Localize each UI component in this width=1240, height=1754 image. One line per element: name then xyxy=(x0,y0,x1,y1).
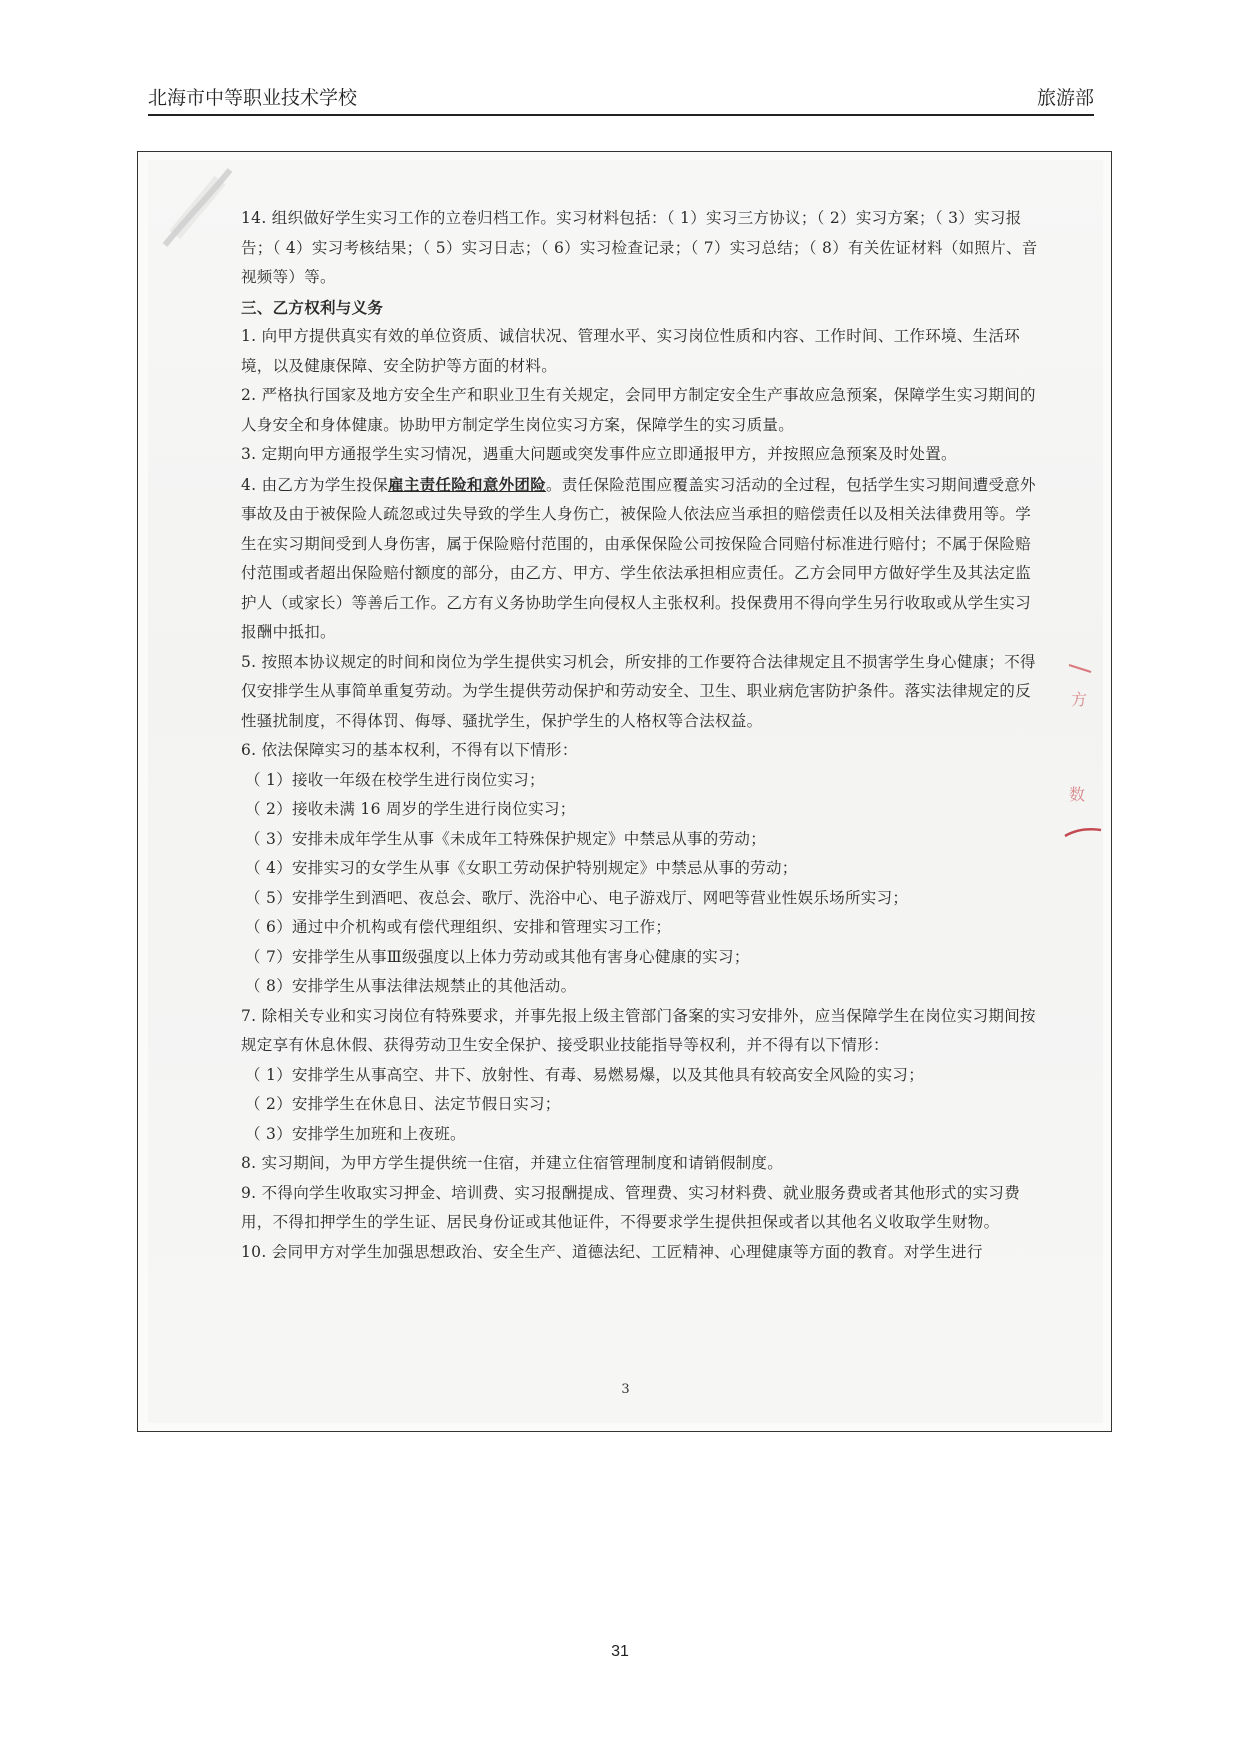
paragraph-10: 10. 会同甲方对学生加强思想政治、安全生产、道德法纪、工匠精神、心理健康等方面的教育。对学生进行 xyxy=(241,1242,983,1261)
paragraph-4-prefix: 4. 由乙方为学生投保 xyxy=(241,475,389,494)
paragraph-4-suffix: 。责任保险范围应覆盖实习活动的全过程，包括学生实习期间遭受意外事故及由于被保险人疏忽或过失导致的学生人身伤亡，被保险人依法应当承担的赔偿责任以及相关法律费用等。学生在实习期间受到人身伤害，属于保险赔付范围的，由承保保险公司按保险合同赔付标准进行赔付；不属于保险赔付范围或者超出保险赔付额度的部分，由乙方、甲方、学生依法承担相应责任。乙方会同甲方做好学生及其法定监护人（或家长）等善后工作。乙方有义务协助学生向侵权人主张权利。投保费用不得向学生另行收取或从学生实习报酬中抵扣。 xyxy=(241,475,1036,641)
paragraph-5: 5. 按照本协议规定的时间和岗位为学生提供实习机会，所安排的工作要符合法律规定且不损害学生身心健康；不得仅安排学生从事简单重复劳动。为学生提供劳动保护和劳动安全、卫生、职业病危害防护条件。落实法律规定的反性骚扰制度，不得体罚、侮辱、骚扰学生，保护学生的人格权等合法权益。 xyxy=(241,652,1036,730)
school-name: 北海市中等职业技术学校 xyxy=(148,87,358,109)
list-item: （ 1）安排学生从事高空、井下、放射性、有毒、易燃易爆，以及其他具有较高安全风险的实习； xyxy=(245,1065,924,1084)
list-item: （ 3）安排学生加班和上夜班。 xyxy=(245,1124,466,1143)
list-item: （ 6）通过中介机构或有偿代理组织、安排和管理实习工作； xyxy=(245,918,672,936)
paragraph-4 xyxy=(241,470,1041,648)
paragraph-1: 1. 向甲方提供真实有效的单位资质、诚信状况、管理水平、实习岗位性质和内容、工作时间、工作环境、生活环境，以及健康保障、安全防护等方面的材料。 xyxy=(241,327,1021,375)
page-number: 31 xyxy=(611,1643,629,1660)
list-item: （ 2）安排学生在休息日、法定节假日实习； xyxy=(245,1095,561,1113)
paragraph-8: 8. 实习期间，为甲方学生提供统一住宿，并建立住宿管理制度和请销假制度。 xyxy=(241,1154,784,1172)
red-stamp-fragment-bottom xyxy=(1061,770,1103,850)
paragraph-14: 14. 组织做好学生实习工作的立卷归档工作。实习材料包括：（ 1）实习三方协议；（ 2）实习方案；（ 3）实习报告；（ 4）实习考核结果；（ 5）实习日志；（ 6）实习检查记录；（ 7）实习总结；（ 8）有关佐证材料（如照片、音视频等）等。 xyxy=(241,209,1038,286)
scan-page-number: 3 xyxy=(621,1382,630,1397)
section-heading: 三、乙方权利与义务 xyxy=(241,297,384,317)
document-body xyxy=(241,204,1041,1267)
red-stamp-fragment-top xyxy=(1061,660,1103,740)
list-item: （ 4）安排实习的女学生从事《女职工劳动保护特别规定》中禁忌从事的劳动； xyxy=(245,859,798,877)
paper-fold-mark xyxy=(160,160,250,270)
insurance-emphasis: 雇主责任险和意外团险 xyxy=(388,474,547,494)
paragraph-7: 7. 除相关专业和实习岗位有特殊要求，并事先报上级主管部门备案的实习安排外，应当保障学生在岗位实习期间按规定享有休息休假、获得劳动卫生安全保护、接受职业技能指导等权利，并不得有以下情形： xyxy=(241,1006,1036,1054)
paragraph-6: 6. 依法保障实习的基本权利，不得有以下情形： xyxy=(241,741,578,759)
list-item: （ 8）安排学生从事法律法规禁止的其他活动。 xyxy=(245,977,577,995)
list-item: （ 2）接收未满 16 周岁的学生进行岗位实习； xyxy=(245,800,576,818)
list-item: （ 7）安排学生从事Ⅲ级强度以上体力劳动或其他有害身心健康的实习； xyxy=(245,947,750,966)
svg-text:方: 方 xyxy=(1071,690,1088,709)
svg-text:数: 数 xyxy=(1069,785,1086,804)
list-item: （ 1）接收一年级在校学生进行岗位实习； xyxy=(245,770,545,789)
scanned-document xyxy=(137,151,1112,1432)
paragraph-9: 9. 不得向学生收取实习押金、培训费、实习报酬提成、管理费、实习材料费、就业服务费或者其他形式的实习费用，不得扣押学生的学生证、居民身份证或其他证件，不得要求学生提供担保或者以其他名义收取学生财物。 xyxy=(241,1183,1021,1231)
page-header xyxy=(148,86,1094,116)
department-name: 旅游部 xyxy=(1036,87,1094,109)
paragraph-3: 3. 定期向甲方通报学生实习情况，遇重大问题或突发事件应立即通报甲方，并按照应急预案及时处置。 xyxy=(241,445,957,463)
paragraph-2: 2. 严格执行国家及地方安全生产和职业卫生有关规定，会同甲方制定安全生产事故应急预案，保障学生实习期间的人身安全和身体健康。协助甲方制定学生岗位实习方案，保障学生的实习质量。 xyxy=(241,386,1036,434)
list-item: （ 3）安排未成年学生从事《未成年工特殊保护规定》中禁忌从事的劳动； xyxy=(245,829,766,848)
list-item: （ 5）安排学生到酒吧、夜总会、歌厅、洗浴中心、电子游戏厅、网吧等营业性娱乐场所实习； xyxy=(245,888,909,907)
scan-paper xyxy=(148,160,1103,1423)
